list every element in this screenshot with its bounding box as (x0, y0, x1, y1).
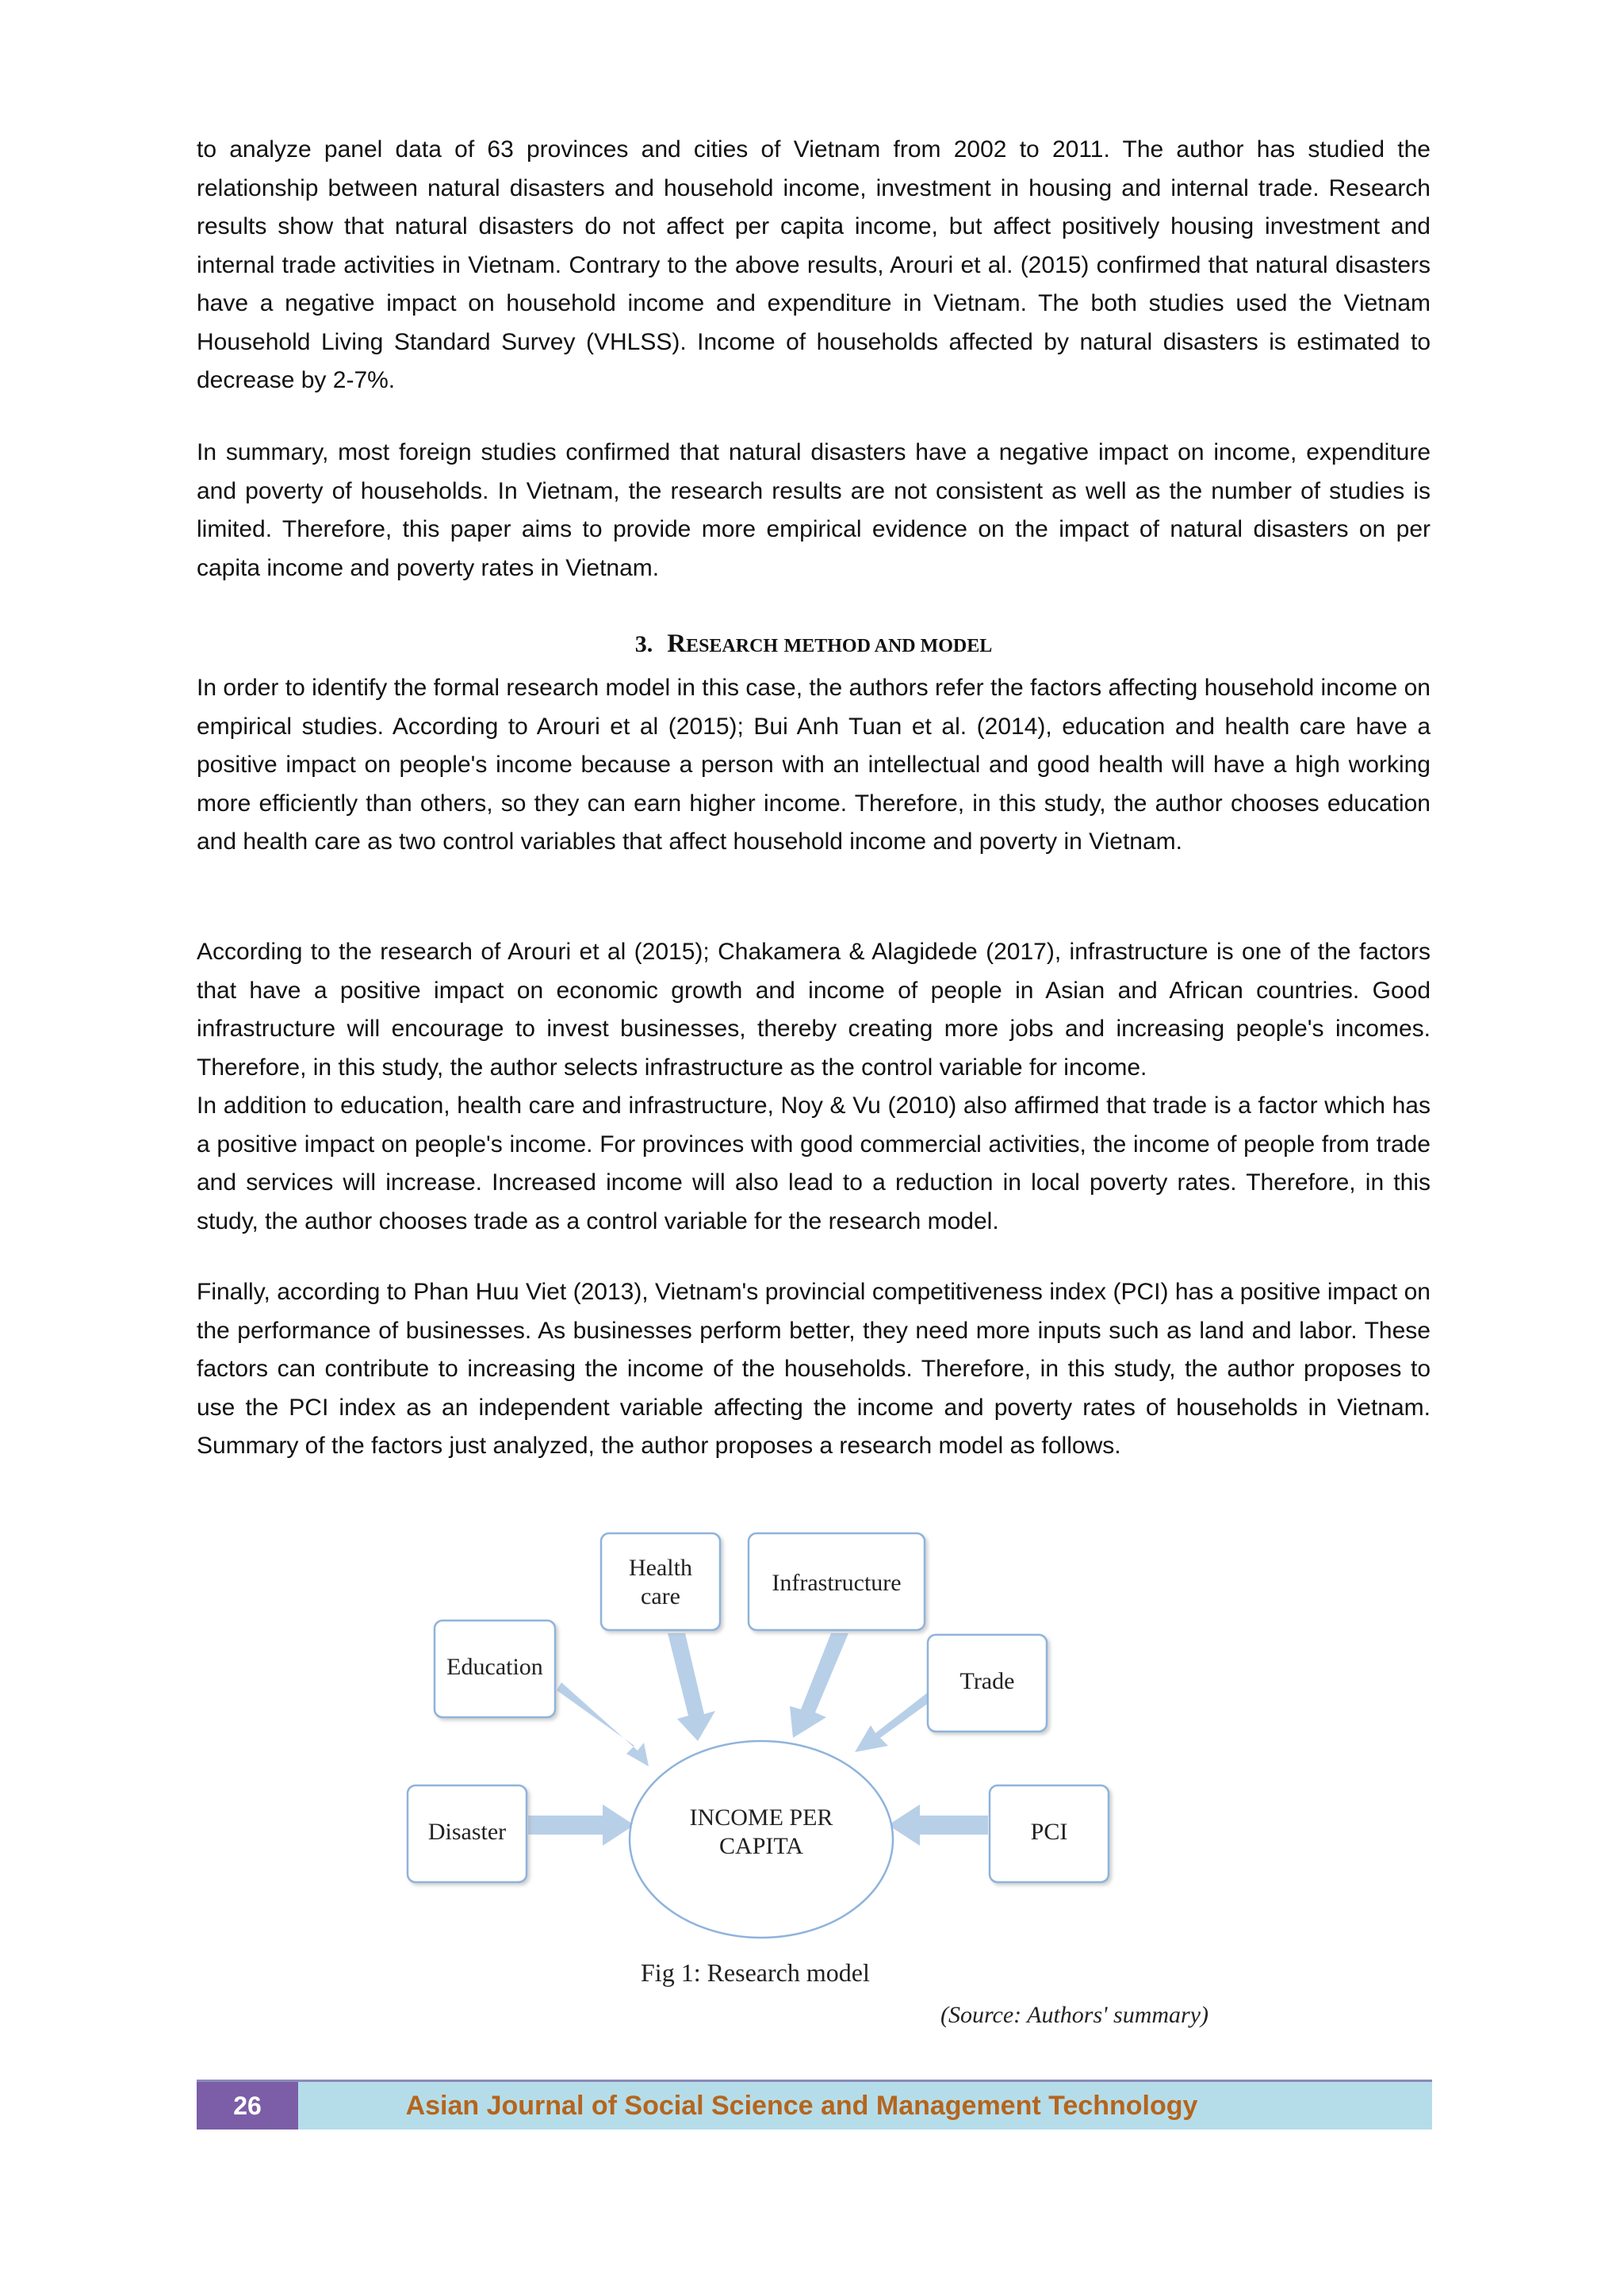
health-care-node (601, 1533, 720, 1630)
figure-caption: Fig 1: Research model (641, 1958, 870, 1987)
section-heading (197, 625, 1431, 665)
page-number: 26 (197, 2082, 298, 2130)
disaster-label: Disaster (427, 1819, 507, 1845)
paragraph-6: Finally, according to Phan Huu Viet (2013), Vietnam's provincial competitiveness index (PCI) has a positive impact on the performance of businesses. As businesses perform better, they need more inputs such as land and labor. These factors can contribute to increasing the income of the households. Therefore, in this study, the author proposes to use the PCI index as an independent variable affecting the income and poverty rates of households in Vietnam. Summary of the factors just analyzed, the author proposes a research model as follows. (197, 1279, 1431, 1459)
income-label-line1: INCOME PER (689, 1804, 833, 1831)
paragraph-3: In order to identify the formal research model in this case, the authors refer the factors affecting household income on empirical studies. According to Arouri et al (2015); Bui Anh Tuan et al. (2014), education and health care have a positive impact on people's income because a person with an intellectual and good health will have a high working more efficiently than others, so they can earn higher income. Therefore, in this study, the author chooses education and health care as two control variables that affect household income and poverty in Vietnam. (197, 675, 1431, 855)
arrow-trade-to-income (855, 1689, 937, 1752)
trade-node (928, 1635, 1047, 1732)
infrastructure-node (749, 1533, 925, 1630)
arrow-education-to-income (557, 1682, 649, 1766)
arrow-pci-to-income (888, 1804, 988, 1846)
research-model-diagram (373, 1514, 1277, 1942)
arrow-infrastructure-to-income (790, 1633, 848, 1738)
income-label-line2: CAPITA (719, 1833, 803, 1859)
pci-node (990, 1785, 1109, 1882)
education-label: Education (446, 1654, 543, 1680)
trade-label: Trade (959, 1668, 1015, 1694)
arrow-health-to-income (668, 1633, 715, 1741)
section-title-rest: METHOD AND MODEL (783, 636, 993, 656)
education-node (435, 1621, 555, 1717)
paragraph-5: In addition to education, health care and infrastructure, Noy & Vu (2010) also affirmed that trade is a factor which has a positive impact on people's income. For provinces with good commercial activities, the income of people from trade and services will increase. Increased income will also lead to a reduction in local poverty rates. Therefore, in this study, the author chooses trade as a control variable for the research model. (197, 1093, 1431, 1234)
figure-source: (Source: Authors' summary) (940, 2002, 1209, 2028)
pci-label: PCI (1030, 1819, 1068, 1845)
disaster-node (408, 1785, 527, 1882)
health-label-line1: Health (629, 1555, 692, 1581)
journal-title: Asian Journal of Social Science and Management Technology (298, 2082, 1432, 2130)
section-number: 3. (634, 631, 653, 657)
section-title-word: ESEARCH (686, 636, 779, 656)
paragraph-2: In summary, most foreign studies confirmed that natural disasters have a negative impact on income, expenditure and poverty of households. In Vietnam, the research results are not consistent as well as the number of studies is limited. Therefore, this paper aims to provide more empirical evidence on the impact of natural disasters on per capita income and poverty rates in Vietnam. (197, 439, 1431, 581)
health-label-line2: care (641, 1583, 680, 1609)
income-per-capita-node (630, 1741, 893, 1938)
paragraph-1: to analyze panel data of 63 provinces and cities of Vietnam from 2002 to 2011. The author has studied the relationship between natural disasters and household income, investment in housing and internal trade. Research results show that natural disasters do not affect per capita income, but affect positively housing investment and internal trade activities in Vietnam. Contrary to the above results, Arouri et al. (2015) confirmed that natural disasters have a negative impact on household income and expenditure in Vietnam. The both studies used the Vietnam Household Living Standard Survey (VHLSS). Income of households affected by natural disasters is estimated to decrease by 2-7%. (197, 136, 1431, 393)
paragraph-4: According to the research of Arouri et al (2015); Chakamera & Alagidede (2017), infrastructure is one of the factors that have a positive impact on economic growth and income of people in Asian and African countries. Good infrastructure will encourage to invest businesses, thereby creating more jobs and increasing people's incomes. Therefore, in this study, the author selects infrastructure as the control variable for income. (197, 939, 1431, 1081)
arrow-disaster-to-income (528, 1804, 634, 1846)
section-title-initial: R (667, 629, 687, 658)
page-footer (197, 2082, 1432, 2130)
infrastructure-label: Infrastructure (772, 1570, 902, 1596)
